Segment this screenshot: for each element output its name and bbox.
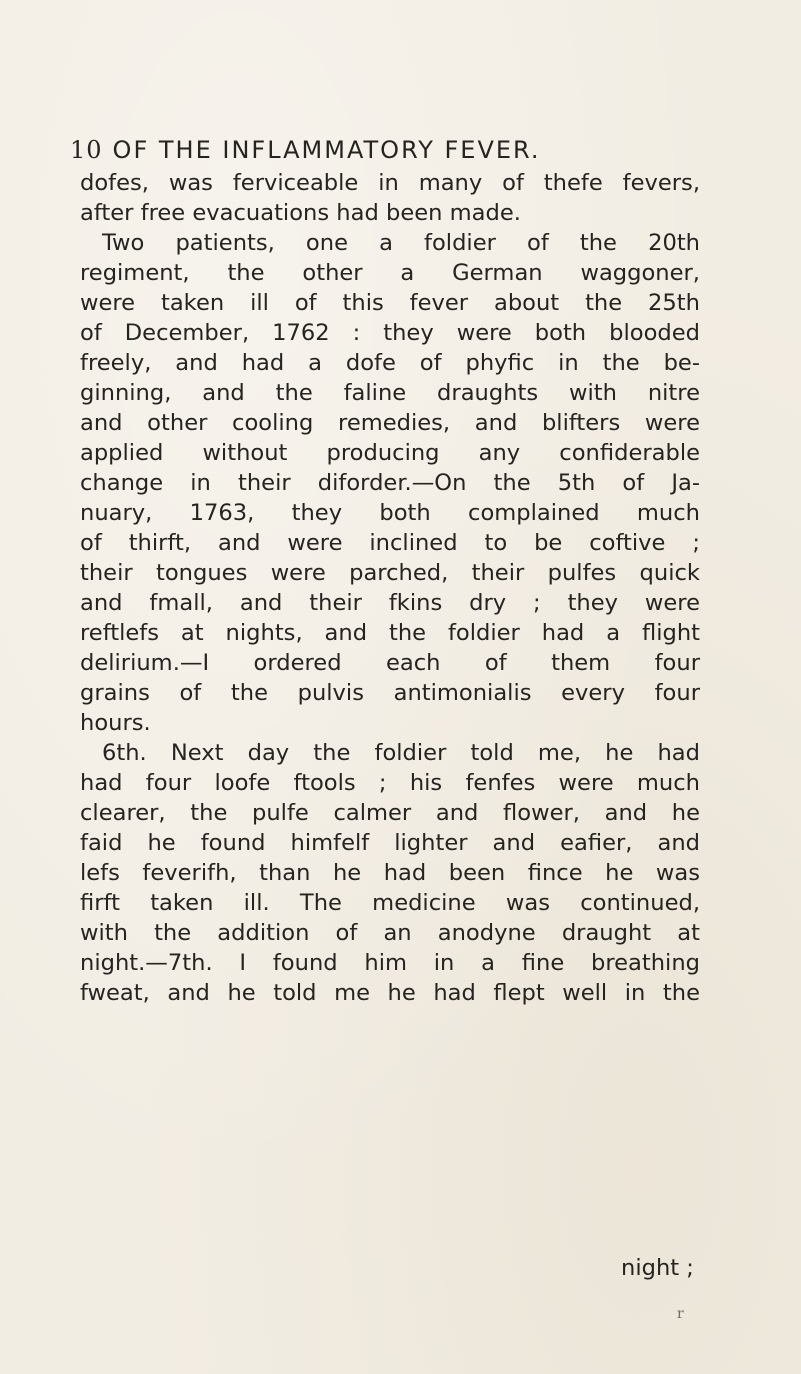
text-line: dofes, was ferviceable in many of thefe fevers, bbox=[80, 170, 700, 196]
text-line: had four loofe ftools ; his fenfes were much bbox=[80, 770, 700, 796]
text-line: were taken ill of this fever about the 25th bbox=[80, 290, 700, 316]
catchword: night ; bbox=[621, 1255, 694, 1281]
text-line: with the addition of an anodyne draught at bbox=[80, 920, 700, 946]
text-line: applied without producing any confiderable bbox=[80, 440, 700, 466]
text-line: lefs feverifh, than he had been fince he was bbox=[80, 860, 700, 886]
text-line: nuary, 1763, they both complained much bbox=[80, 500, 700, 526]
text-line: firft taken ill. The medicine was continued, bbox=[80, 890, 700, 916]
text-line: and other cooling remedies, and blifters were bbox=[80, 410, 700, 436]
body-text bbox=[80, 168, 700, 1008]
text-line: their tongues were parched, their pulfes quick bbox=[80, 560, 700, 586]
text-line: grains of the pulvis antimonialis every four bbox=[80, 680, 700, 706]
page-number: 10 bbox=[70, 136, 103, 164]
text-line: Two patients, one a foldier of the 20th bbox=[102, 230, 700, 256]
running-title: OF THE INFLAMMATORY FEVER. bbox=[112, 136, 541, 164]
text-line: faid he found himfelf lighter and eafier, and bbox=[80, 830, 700, 856]
text-line: hours. bbox=[80, 710, 151, 736]
text-line: reftlefs at nights, and the foldier had a flight bbox=[80, 620, 700, 646]
text-line: freely, and had a dofe of phyfic in the be- bbox=[80, 350, 700, 376]
text-line: of December, 1762 : they were both blooded bbox=[80, 320, 700, 346]
text-line: after free evacuations had been made. bbox=[80, 200, 521, 226]
text-line: fweat, and he told me he had flept well in the bbox=[80, 980, 700, 1006]
text-line: of thirft, and were inclined to be coftive ; bbox=[80, 530, 700, 556]
text-line: and fmall, and their fkins dry ; they were bbox=[80, 590, 700, 616]
text-line: delirium.—I ordered each of them four bbox=[80, 650, 700, 676]
text-line: regiment, the other a German waggoner, bbox=[80, 260, 700, 286]
text-line: 6th. Next day the foldier told me, he had bbox=[102, 740, 700, 766]
text-line: night.—7th. I found him in a fine breathing bbox=[80, 950, 700, 976]
text-line: clearer, the pulfe calmer and flower, and he bbox=[80, 800, 700, 826]
text-line: change in their diforder.—On the 5th of Ja- bbox=[80, 470, 700, 496]
page-header bbox=[70, 136, 730, 172]
text-line: ginning, and the faline draughts with nitre bbox=[80, 380, 700, 406]
signature-mark: r bbox=[677, 1306, 684, 1322]
